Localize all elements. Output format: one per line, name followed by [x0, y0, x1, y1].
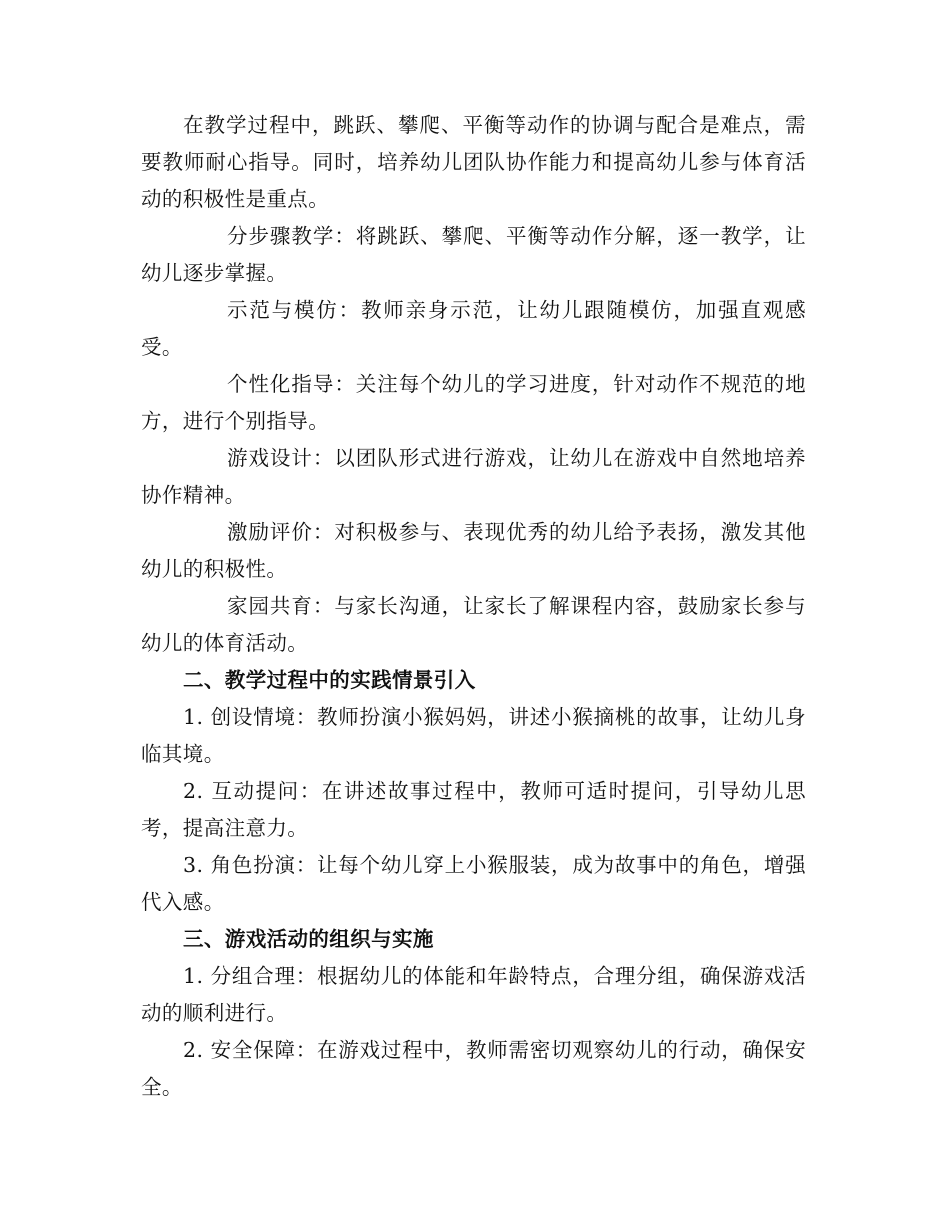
section-2-item-2: 2. 互动提问：在讲述故事过程中，教师可适时提问，引导幼儿思考，提高注意力。 — [141, 779, 806, 840]
document-body — [141, 107, 806, 1106]
paragraph-home-school: 家园共育：与家长沟通，让家长了解课程内容，鼓励家长参与幼儿的体育活动。 — [141, 594, 806, 655]
paragraph-step-teaching: 分步骤教学：将跳跃、攀爬、平衡等动作分解，逐一教学，让幼儿逐步掌握。 — [141, 224, 806, 285]
paragraph-game-design: 游戏设计：以团队形式进行游戏，让幼儿在游戏中自然地培养协作精神。 — [141, 446, 806, 507]
section-2-item-1: 1. 创设情境：教师扮演小猴妈妈，讲述小猴摘桃的故事，让幼儿身临其境。 — [141, 705, 806, 766]
section-3-item-1: 1. 分组合理：根据幼儿的体能和年龄特点，合理分组，确保游戏活动的顺利进行。 — [141, 964, 806, 1025]
section-3-item-2: 2. 安全保障：在游戏过程中，教师需密切观察幼儿的行动，确保安全。 — [141, 1038, 806, 1099]
paragraph-demo-imitate: 示范与模仿：教师亲身示范，让幼儿跟随模仿，加强直观感受。 — [141, 298, 806, 359]
paragraph-incentive: 激励评价：对积极参与、表现优秀的幼儿给予表扬，激发其他幼儿的积极性。 — [141, 520, 806, 581]
section-heading-2: 二、教学过程中的实践情景引入 — [183, 668, 476, 692]
section-2-item-3: 3. 角色扮演：让每个幼儿穿上小猴服装，成为故事中的角色，增强代入感。 — [141, 853, 806, 914]
paragraph-intro: 在教学过程中，跳跃、攀爬、平衡等动作的协调与配合是难点，需要教师耐心指导。同时，培养幼儿团队协作能力和提高幼儿参与体育活动的积极性是重点。 — [141, 113, 806, 211]
paragraph-personal-guide: 个性化指导：关注每个幼儿的学习进度，针对动作不规范的地方，进行个别指导。 — [141, 372, 806, 433]
section-heading-3: 三、游戏活动的组织与实施 — [183, 927, 434, 951]
